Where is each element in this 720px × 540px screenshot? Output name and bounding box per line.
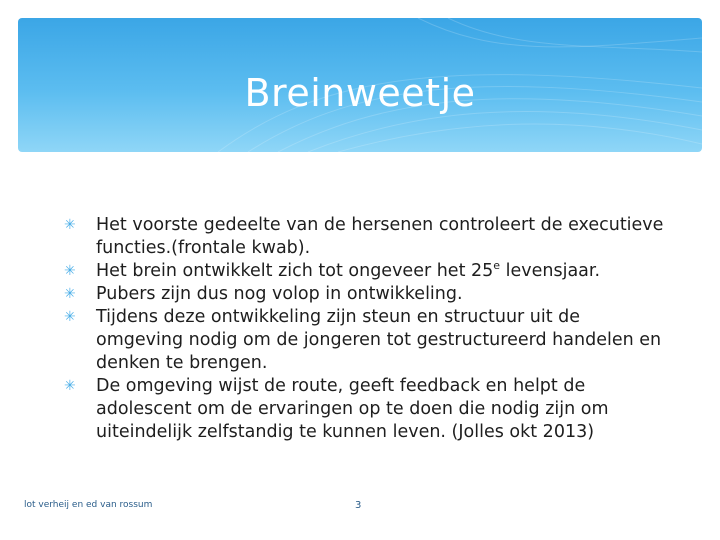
asterisk-icon: ✳	[64, 217, 76, 233]
bullet-text: Het brein ontwikkelt zich tot ongeveer het 25	[96, 261, 494, 281]
footer-author: lot verheij en ed van rossum	[24, 500, 153, 510]
asterisk-icon: ✳	[64, 263, 76, 279]
bullet-text-end: levensjaar.	[500, 261, 601, 281]
asterisk-icon: ✳	[64, 309, 76, 325]
title-banner	[18, 18, 702, 152]
bullet-text: Pubers zijn dus nog volop in ontwikkeling.	[96, 284, 463, 304]
bullet-item	[64, 260, 664, 283]
bullet-text: Tijdens deze ontwikkeling zijn steun en structuur uit de omgeving nodig om de jongeren tot gestructureerd handelen en denken te brengen.	[96, 307, 662, 373]
bullet-list	[64, 214, 664, 444]
bullet-item	[64, 283, 664, 306]
bullet-item	[64, 214, 664, 260]
slide-title: Breinweetje	[244, 71, 476, 115]
bullet-text: De omgeving wijst de route, geeft feedback en helpt de adolescent om de ervaringen op te doen die nodig zijn om uiteindelijk zelfstandig te kunnen leven. (Jolles okt 2013)	[96, 376, 609, 442]
asterisk-icon: ✳	[64, 286, 76, 302]
bullet-item	[64, 375, 664, 444]
superscript: e	[493, 259, 501, 273]
bullet-item	[64, 306, 664, 375]
asterisk-icon: ✳	[64, 378, 76, 394]
bullet-text: Het voorste gedeelte van de hersenen controleert de executieve functies.(frontale kwab).	[96, 215, 664, 258]
page-number: 3	[355, 500, 362, 511]
